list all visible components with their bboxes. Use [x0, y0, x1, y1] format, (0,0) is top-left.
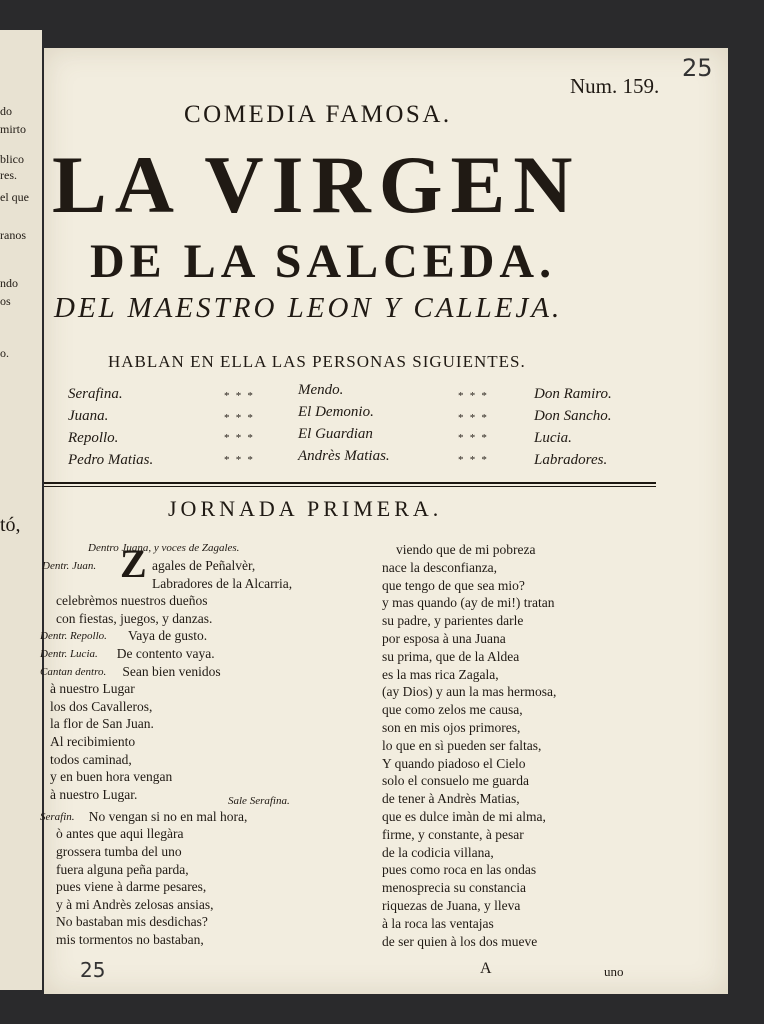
play-number: Num. 159.	[570, 74, 660, 98]
cast-name: Pedro Matias.	[68, 452, 154, 468]
verse-line: de la codicia villana,	[382, 844, 494, 860]
ornament-stars: * * *	[224, 412, 255, 424]
author-line: DEL MAESTRO LEON Y CALLEJA.	[54, 292, 563, 324]
cast-name: Repollo.	[68, 430, 119, 446]
speaker-label: Serafin.	[40, 810, 75, 823]
title-line-2: DE LA SALCEDA.	[90, 235, 557, 288]
verse-line: (ay Dios) y aun la mas hermosa,	[382, 684, 557, 700]
prev-page-text: ndo	[0, 276, 18, 290]
prev-page-text: os	[0, 294, 11, 308]
cast-name: Serafina.	[68, 386, 123, 402]
verse-line: pues viene à darme pesares,	[56, 879, 207, 895]
ornament-stars: * * *	[224, 454, 255, 466]
verse-line: son en mis ojos primores,	[382, 720, 521, 735]
ornament-stars: * * *	[224, 432, 255, 444]
dramatis-personae-heading: HABLAN EN ELLA LAS PERSONAS SIGUIENTES.	[108, 352, 526, 371]
speaker-label: Cantan dentro.	[40, 665, 107, 678]
verse-line: lo que en sì pueden ser faltas,	[382, 737, 542, 753]
speaker-label: Dentr. Juan.	[42, 560, 97, 572]
prev-page-text: tó,	[0, 514, 21, 536]
cast-name: Lucia.	[534, 430, 572, 446]
verse-line: y à mi Andrès zelosas ansias,	[56, 896, 214, 912]
prev-page-text: do	[0, 104, 12, 118]
verse-line: grossera tumba del uno	[56, 844, 182, 859]
verse-line: Vaya de gusto.	[128, 628, 208, 644]
catchword: uno	[604, 964, 624, 979]
cast-name: Labradores.	[534, 452, 608, 468]
verse-line: que tengo de que sea mio?	[382, 577, 525, 593]
verse-line: pues como roca en las ondas	[382, 862, 537, 878]
printer-signature: A	[480, 960, 492, 977]
verse-line: con fiestas, juegos, y danzas.	[56, 610, 213, 626]
verse-line: por esposa à una Juana	[382, 631, 506, 646]
verse-line: la flor de San Juan.	[50, 716, 154, 732]
verse-line: todos caminad,	[50, 751, 132, 767]
cast-name: Andrès Matias.	[298, 448, 390, 464]
verse-line: viendo que de mi pobreza	[396, 542, 536, 557]
prev-page-text: blico	[0, 152, 24, 166]
cast-name: Juana.	[68, 408, 109, 424]
verse-line: su prima, que de la Aldea	[382, 648, 520, 664]
verse-line: No bastaban mis desdichas?	[56, 914, 208, 930]
verse-line: solo el consuelo me guarda	[382, 773, 529, 789]
verse-line: de tener à Andrès Matias,	[382, 791, 520, 807]
verse-line: es la mas rica Zagala,	[382, 666, 499, 682]
verse-line: riquezas de Juana, y lleva	[382, 898, 521, 913]
verse-line: Al recibimiento	[50, 734, 136, 749]
cast-name: El Guardian	[298, 426, 373, 442]
cast-name: Don Sancho.	[534, 408, 612, 424]
verse-line: à nuestro Lugar	[50, 681, 135, 697]
ornament-stars: * * *	[458, 390, 489, 402]
stage-direction: Sale Serafina.	[228, 794, 290, 807]
cast-rule-bottom	[44, 486, 656, 487]
verse-line: menosprecia su constancia	[382, 880, 526, 896]
prev-page-text: o.	[0, 346, 9, 360]
verse-line: y mas quando (ay de mi!) tratan	[382, 595, 555, 611]
verse-line: fuera alguna peña parda,	[56, 861, 189, 877]
prev-page-text: el que	[0, 190, 29, 204]
verse-line: Y quando piadoso el Cielo	[382, 755, 526, 771]
prev-page-text: res.	[0, 168, 17, 182]
document-page	[40, 48, 728, 994]
title-line-1: LA VIRGEN	[52, 139, 581, 230]
verse-line: agales de Peñalvèr,	[152, 558, 256, 573]
cast-name: Don Ramiro.	[534, 386, 612, 402]
speaker-label: Dentr. Lucia.	[40, 648, 98, 660]
verse-line: y en buen hora vengan	[50, 769, 173, 785]
prev-page-text: mirto	[0, 122, 26, 136]
cast-rule-top	[44, 482, 656, 484]
verse-line: Sean bien venidos	[122, 663, 221, 679]
verse-line: nace la desconfianza,	[382, 559, 498, 575]
cast-name: Mendo.	[298, 382, 344, 398]
previous-page-edge	[0, 30, 42, 990]
verse-line: mis tormentos no bastaban,	[56, 932, 204, 947]
cast-name: El Demonio.	[298, 404, 374, 420]
verse-line: celebrèmos nuestros dueños	[56, 593, 208, 609]
verse-line: ò antes que aqui llegàra	[56, 826, 184, 842]
verse-line: los dos Cavalleros,	[50, 698, 153, 714]
drop-cap: Z	[120, 541, 147, 586]
handwritten-folio-number: 25	[682, 54, 713, 82]
speaker-label: Dentr. Repollo.	[40, 630, 107, 643]
ornament-stars: * * *	[458, 412, 489, 424]
comedia-heading: COMEDIA FAMOSA.	[184, 101, 452, 128]
verse-line: de ser quien à los dos mueve	[382, 933, 538, 949]
verse-line: à la roca las ventajas	[382, 915, 494, 931]
verse-line: firme, y constante, à pesar	[382, 826, 524, 842]
verse-line: que como zelos me causa,	[382, 702, 523, 718]
verse-line: à nuestro Lugar.	[50, 786, 138, 802]
act-heading: JORNADA PRIMERA.	[168, 496, 443, 521]
stage-direction: Dentro Juana, y voces de Zagales.	[88, 542, 240, 554]
ornament-stars: * * *	[458, 432, 489, 444]
verse-line: No vengan si no en mal hora,	[88, 808, 248, 824]
verse-line: que es dulce imàn de mi alma,	[382, 809, 546, 824]
ornament-stars: * * *	[224, 390, 255, 402]
verse-line: De contento vaya.	[116, 646, 215, 661]
ornament-stars: * * *	[458, 454, 489, 466]
prev-page-text: ranos	[0, 228, 26, 242]
verse-line: Labradores de la Alcarria,	[152, 575, 293, 591]
verse-line: su padre, y parientes darle	[382, 613, 524, 629]
handwritten-page-note: 25	[80, 958, 106, 982]
